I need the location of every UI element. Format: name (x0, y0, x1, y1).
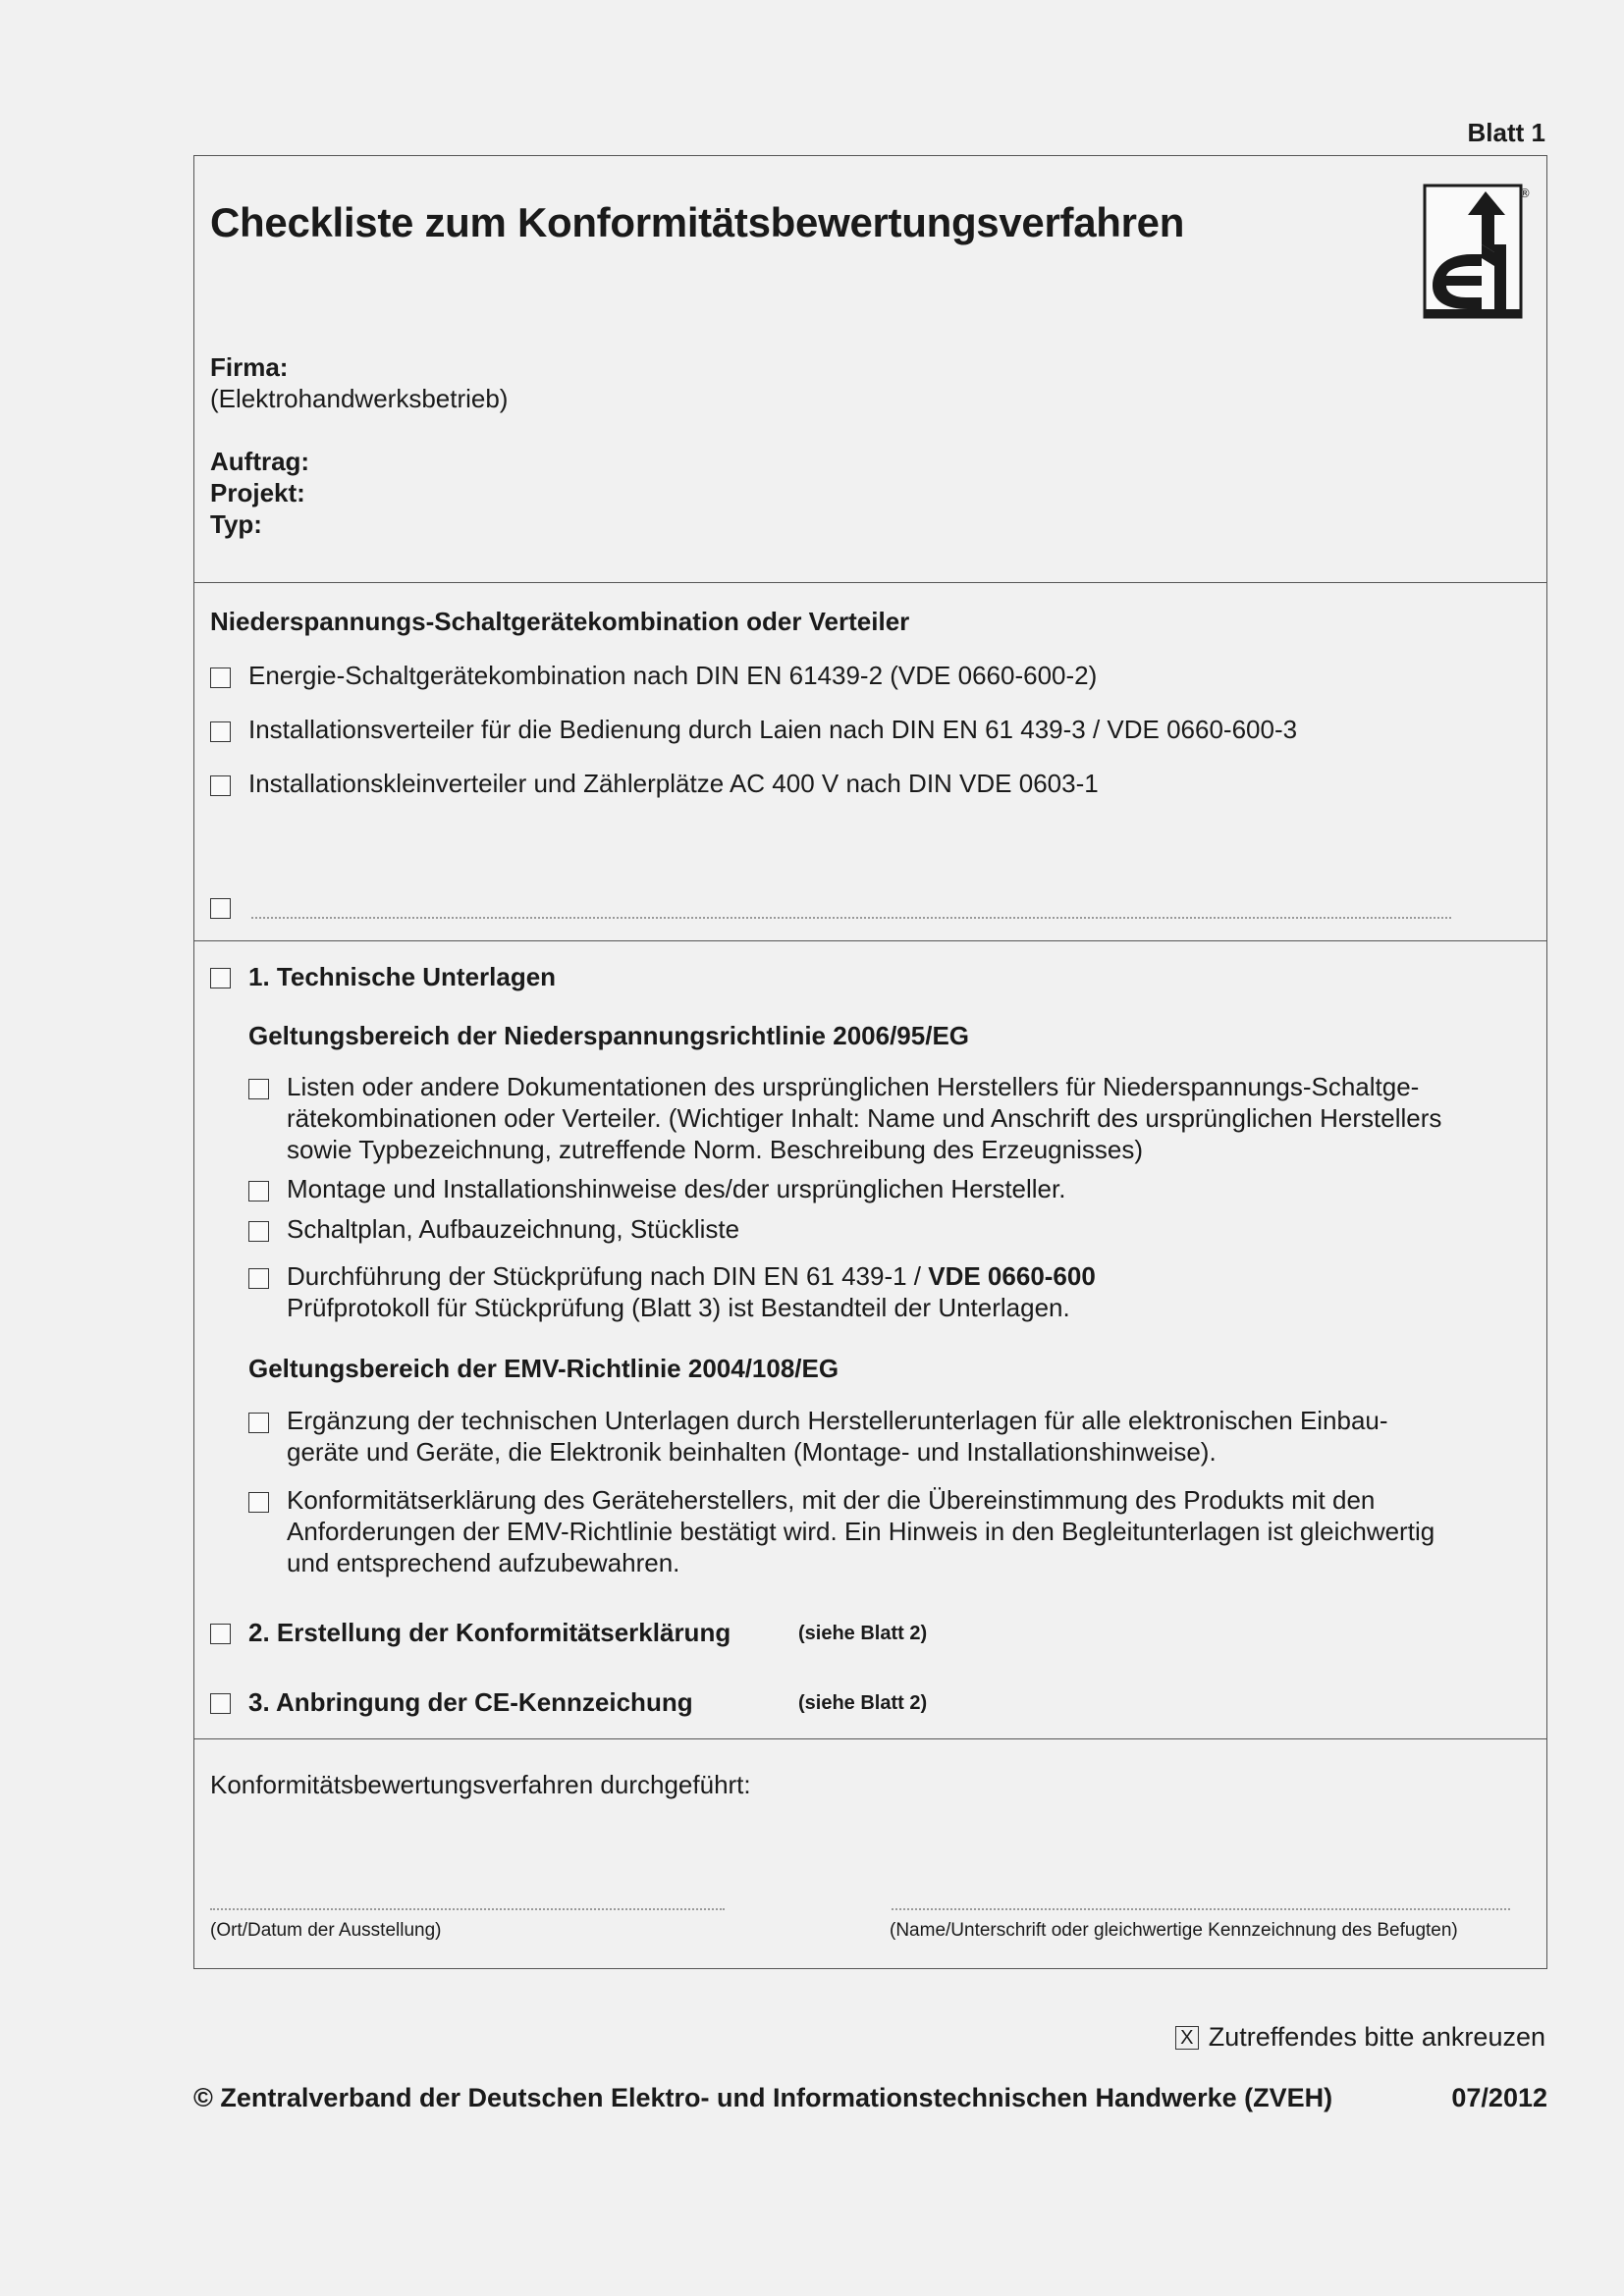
checkbox-emc-konformitaet[interactable] (248, 1492, 269, 1513)
checkbox-installationsverteiler[interactable] (210, 721, 231, 742)
page-title: Checkliste zum Konformitätsbewertungsverfahren (210, 199, 1185, 245)
name-signature-line[interactable] (892, 1908, 1510, 1910)
checklist-frame (193, 155, 1547, 1969)
emc-heading: Geltungsbereich der EMV-Richtlinie 2004/108/EG (248, 1354, 839, 1383)
option-energie: Energie-Schaltgerätekombination nach DIN EN 61439-2 (VDE 0660-600-2) (248, 661, 1098, 690)
checkbox-technical[interactable] (210, 968, 231, 988)
registered-mark: ® (1519, 187, 1531, 200)
firma-sublabel: (Elektrohandwerksbetrieb) (210, 384, 509, 413)
auftrag-label: Auftrag: (210, 447, 310, 476)
stueckpruefung-text: Durchführung der Stückprüfung nach DIN EN 61 439-1 / (287, 1261, 929, 1291)
lvd-heading: Geltungsbereich der Niederspannungsrichtlinie 2006/95/EG (248, 1021, 970, 1050)
option-installationsverteiler: Installationsverteiler für die Bedienung durch Laien nach DIN EN 61 439-3 / VDE 0660-600-3 (248, 715, 1298, 744)
emc-ergaenzung-line-2: geräte und Geräte, die Elektronik beinhalten (Montage- und Installationshinweise). (287, 1437, 1217, 1467)
checkbox-kleinverteiler[interactable] (210, 775, 231, 796)
option-kleinverteiler: Installationskleinverteiler und Zählerplätze AC 400 V nach DIN VDE 0603-1 (248, 769, 1099, 798)
footer-copyright: © Zentralverband der Deutschen Elektro- und Informationstechnischen Handwerke (ZVEH) (193, 2083, 1333, 2112)
distribution-section (194, 582, 1546, 940)
legend (1175, 2022, 1545, 2053)
step-2-label: 2. Erstellung der Konformitätserklärung (248, 1618, 731, 1647)
lvd-item-stueckpruefung (287, 1260, 1096, 1323)
checkbox-lvd-stueckpruefung[interactable] (248, 1268, 269, 1289)
eh-logo-icon (1423, 184, 1533, 321)
distribution-heading: Niederspannungs-Schaltgerätekombination oder Verteiler (210, 607, 910, 636)
emc-konformitaet-line-2: Anforderungen der EMV-Richtlinie bestätigt wird. Ein Hinweis in den Begleitunterlagen ist gleichwertig (287, 1517, 1435, 1546)
checkbox-lvd-montage[interactable] (248, 1181, 269, 1201)
footer-date: 07/2012 (1451, 2083, 1547, 2112)
other-entry-line[interactable] (251, 917, 1451, 919)
checkbox-lvd-schaltplan[interactable] (248, 1221, 269, 1242)
lvd-item-lists-line-2: rätekombinationen oder Verteiler. (Wichtiger Inhalt: Name und Anschrift des ursprünglichen Herstellers (287, 1103, 1442, 1133)
lvd-item-montage: Montage und Installationshinweise des/der ursprünglichen Hersteller. (287, 1174, 1066, 1203)
sheet-number: Blatt 1 (1467, 118, 1545, 147)
technical-section (194, 940, 1546, 1738)
lvd-item-lists-line-1: Listen oder andere Dokumentationen des ursprünglichen Herstellers für Niederspannungs-Schaltge- (287, 1072, 1420, 1101)
signature-section (194, 1738, 1546, 1970)
signature-heading: Konformitätsbewertungsverfahren durchgeführt: (210, 1770, 751, 1799)
place-date-caption: (Ort/Datum der Ausstellung) (210, 1920, 442, 1941)
place-date-line[interactable] (210, 1908, 725, 1910)
emc-item-konformitaet (287, 1484, 1435, 1578)
checkbox-emc-ergaenzung[interactable] (248, 1413, 269, 1433)
name-signature-caption: (Name/Unterschrift oder gleichwertige Kennzeichnung des Befugten) (890, 1920, 1458, 1941)
emc-ergaenzung-line-1: Ergänzung der technischen Unterlagen durch Herstellerunterlagen für alle elektronischen Einbau- (287, 1406, 1388, 1435)
legend-checked-box: X (1175, 2026, 1199, 2050)
technical-heading: 1. Technische Unterlagen (248, 962, 557, 991)
checkbox-lvd-lists[interactable] (248, 1079, 269, 1099)
emc-konformitaet-line-3: und entsprechend aufzubewahren. (287, 1548, 680, 1577)
legend-text: Zutreffendes bitte ankreuzen (1208, 2022, 1545, 2052)
stueckpruefung-vde: VDE 0660-600 (928, 1261, 1096, 1291)
typ-label: Typ: (210, 509, 262, 539)
emc-item-ergaenzung (287, 1405, 1388, 1468)
header-section (194, 156, 1546, 582)
checkbox-other[interactable] (210, 898, 231, 919)
lvd-item-lists-line-3: sowie Typbezeichnung, zutreffende Norm. Beschreibung des Erzeugnisses) (287, 1135, 1143, 1164)
step-3-label: 3. Anbringung der CE-Kennzeichung (248, 1687, 693, 1717)
checkbox-step-2[interactable] (210, 1624, 231, 1644)
lvd-item-schaltplan: Schaltplan, Aufbauzeichnung, Stückliste (287, 1214, 740, 1244)
firma-label: Firma: (210, 352, 289, 382)
step-2-note: (siehe Blatt 2) (798, 1623, 928, 1644)
checkbox-step-3[interactable] (210, 1693, 231, 1714)
projekt-label: Projekt: (210, 478, 305, 507)
checkbox-energie[interactable] (210, 667, 231, 688)
step-3-note: (siehe Blatt 2) (798, 1692, 928, 1714)
emc-konformitaet-line-1: Konformitätserklärung des Geräteherstellers, mit der die Übereinstimmung des Produkts mit den (287, 1485, 1376, 1515)
lvd-item-lists (287, 1071, 1441, 1165)
stueckpruefung-protokoll: Prüfprotokoll für Stückprüfung (Blatt 3) ist Bestandteil der Unterlagen. (287, 1293, 1070, 1322)
footer (193, 2083, 1547, 2113)
